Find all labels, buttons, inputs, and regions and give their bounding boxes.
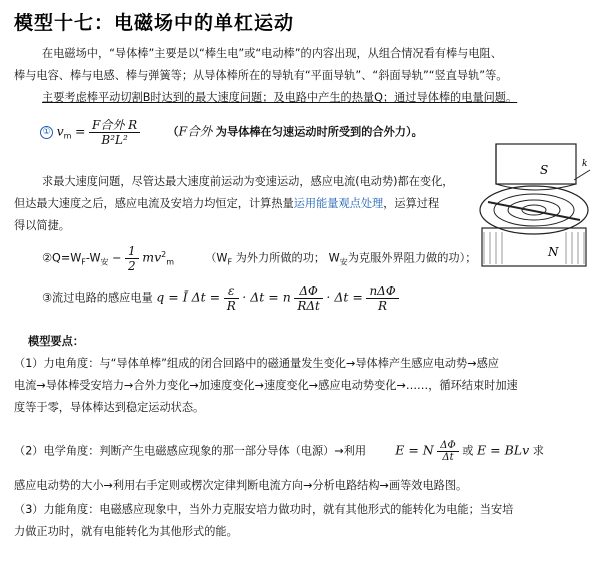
formula-3 <box>42 284 399 326</box>
formula-3-expr3: · Δt = <box>326 289 363 305</box>
point-2-ask: 求 <box>532 444 544 458</box>
para2-line-1: 求最大速度问题，尽管达最大速度前运动为变速运动，感应电流(电动势)都在变化， <box>42 175 454 188</box>
formula-3-fraction-3 <box>366 284 398 313</box>
para2-line-3: 得以简捷。 <box>14 219 70 232</box>
point-1-line-1: （1）力电角度：与“导体单棒”组成的闭合回路中的磁通量发生变化→导体棒产生感应电动势→感应 <box>14 357 499 370</box>
formula-2-fraction <box>125 244 139 273</box>
formula-2-w-sub: 安 <box>100 257 109 267</box>
label-n: N <box>548 245 559 259</box>
point-2-or: 或 <box>462 444 474 458</box>
formula-2-note-sub: F <box>227 257 233 267</box>
formula-3-expr1: q = Ī Δt = <box>156 289 221 305</box>
formula-2-note-mid: 为外力所做的功； W <box>232 251 340 265</box>
para2-highlight: 运用能量观点处理 <box>293 197 384 210</box>
para2-line-2 <box>14 194 439 213</box>
formula-1-lhs-sub: m <box>63 131 72 141</box>
point-3-line-2: 力做正功时，就有电能转化为其他形式的能。 <box>14 525 238 538</box>
magnet-upper-body <box>496 144 576 184</box>
point-2-eq1-num: ΔΦ <box>437 440 458 452</box>
formula-2-denominator: 2 <box>128 259 136 273</box>
formula-3-f1-den: R <box>226 299 236 313</box>
formula-1-eq: = <box>74 123 86 139</box>
formula-2-tail-sup: 2 <box>161 249 167 259</box>
formula-2-note-end: 为克服外界阻力做的功）； <box>347 251 477 265</box>
formula-1-note-symbol: F合外 <box>178 123 213 139</box>
formula-2-tail-sub: m <box>166 257 175 267</box>
formula-3-expr2: · Δt = n <box>242 289 291 305</box>
formula-3-fraction-2 <box>294 284 323 313</box>
formula-1-note: 为导体棒在匀速运动时所受到的合外力）。 <box>215 125 423 139</box>
point-1-line-3: 度等于零，导体棒达到稳定运动状态。 <box>14 401 205 414</box>
formula-3-fraction-1 <box>224 284 239 313</box>
point-2-eq1-lhs: E = N <box>395 442 434 458</box>
label-s: S <box>540 163 549 177</box>
formula-1-denominator: B²L² <box>101 133 128 147</box>
formula-2-numerator: 1 <box>125 244 139 259</box>
point-2-line-2: 感应电动势的大小→利用右手定则或楞次定律判断电流方向→分析电路结构→画等效电路图。 <box>14 479 468 492</box>
point-2-line-1 <box>14 440 544 474</box>
formula-2-lead: ②Q=W <box>42 251 82 265</box>
point-2-eq1-den: Δt <box>442 452 454 463</box>
formula-3-f3-den: R <box>378 299 388 313</box>
formula-3-f3-num: nΔΦ <box>366 284 398 299</box>
para2-line-2a: 但达最大速度之后，感应电流及安培力均恒定，计算热量 <box>14 197 294 210</box>
page-title: 模型十七：电磁场中的单杠运动 <box>14 12 295 34</box>
formula-2-note: （W <box>205 251 228 265</box>
formula-1-numerator: F合外 R <box>89 118 140 133</box>
magnet-rail-diagram <box>474 140 594 270</box>
formula-2-f-sub: F <box>81 257 86 267</box>
point-2-text: （2）电学角度：判断产生电磁感应现象的那一部分导体（电源）→利用 <box>14 444 367 458</box>
formula-2-tail: mv <box>142 249 162 265</box>
intro-line-1: 在电磁场中，“导体棒”主要是以“棒生电”或“电动棒”的内容出现，从组合情况看有棒与电阻、 <box>42 47 502 60</box>
formula-2-minus: − <box>112 251 122 265</box>
formula-1-note-open: （ <box>167 125 179 139</box>
formula-2-note-sub2: 安 <box>339 257 348 267</box>
formula-1 <box>40 118 423 158</box>
intro-line-3: 主要考虑棒平动切割B时达到的最大速度问题；及电路中产生的热量Q；通过导体棒的电量问题。 <box>42 91 518 104</box>
formula-2-mid: -W <box>85 251 101 265</box>
label-k: k <box>582 159 588 169</box>
circled-one-icon: ① <box>40 126 53 139</box>
point-1-line-2: 电流→导体棒受安培力→合外力变化→加速度变化→速度变化→感应电动势变化→……，循环结束时加速 <box>14 379 518 392</box>
formula-1-fraction <box>89 118 140 147</box>
formula-3-f2-den: RΔt <box>297 299 320 313</box>
formula-3-lead: ③流过电路的感应电量 <box>42 291 153 305</box>
intro-line-2: 棒与电容、棒与电感、棒与弹簧等；从导体棒所在的导轨有“平面导轨”、“斜面导轨”“竖直导轨”等。 <box>14 69 508 82</box>
point-2-eq1-fraction <box>437 440 458 463</box>
formula-1-lhs: v <box>56 123 64 139</box>
formula-3-f1-num: ε <box>224 284 239 299</box>
para2-line-2c: ，运算过程 <box>383 197 440 210</box>
formula-2 <box>42 244 476 284</box>
point-2-eq2: E = BLv <box>477 442 530 458</box>
point-3-line-1: （3）力能角度：电磁感应现象中，当外力克服安培力做功时，就有其他形式的能转化为电能；当安培 <box>14 503 514 516</box>
formula-3-f2-num: ΔΦ <box>294 284 323 299</box>
points-heading: 模型要点： <box>28 335 84 348</box>
